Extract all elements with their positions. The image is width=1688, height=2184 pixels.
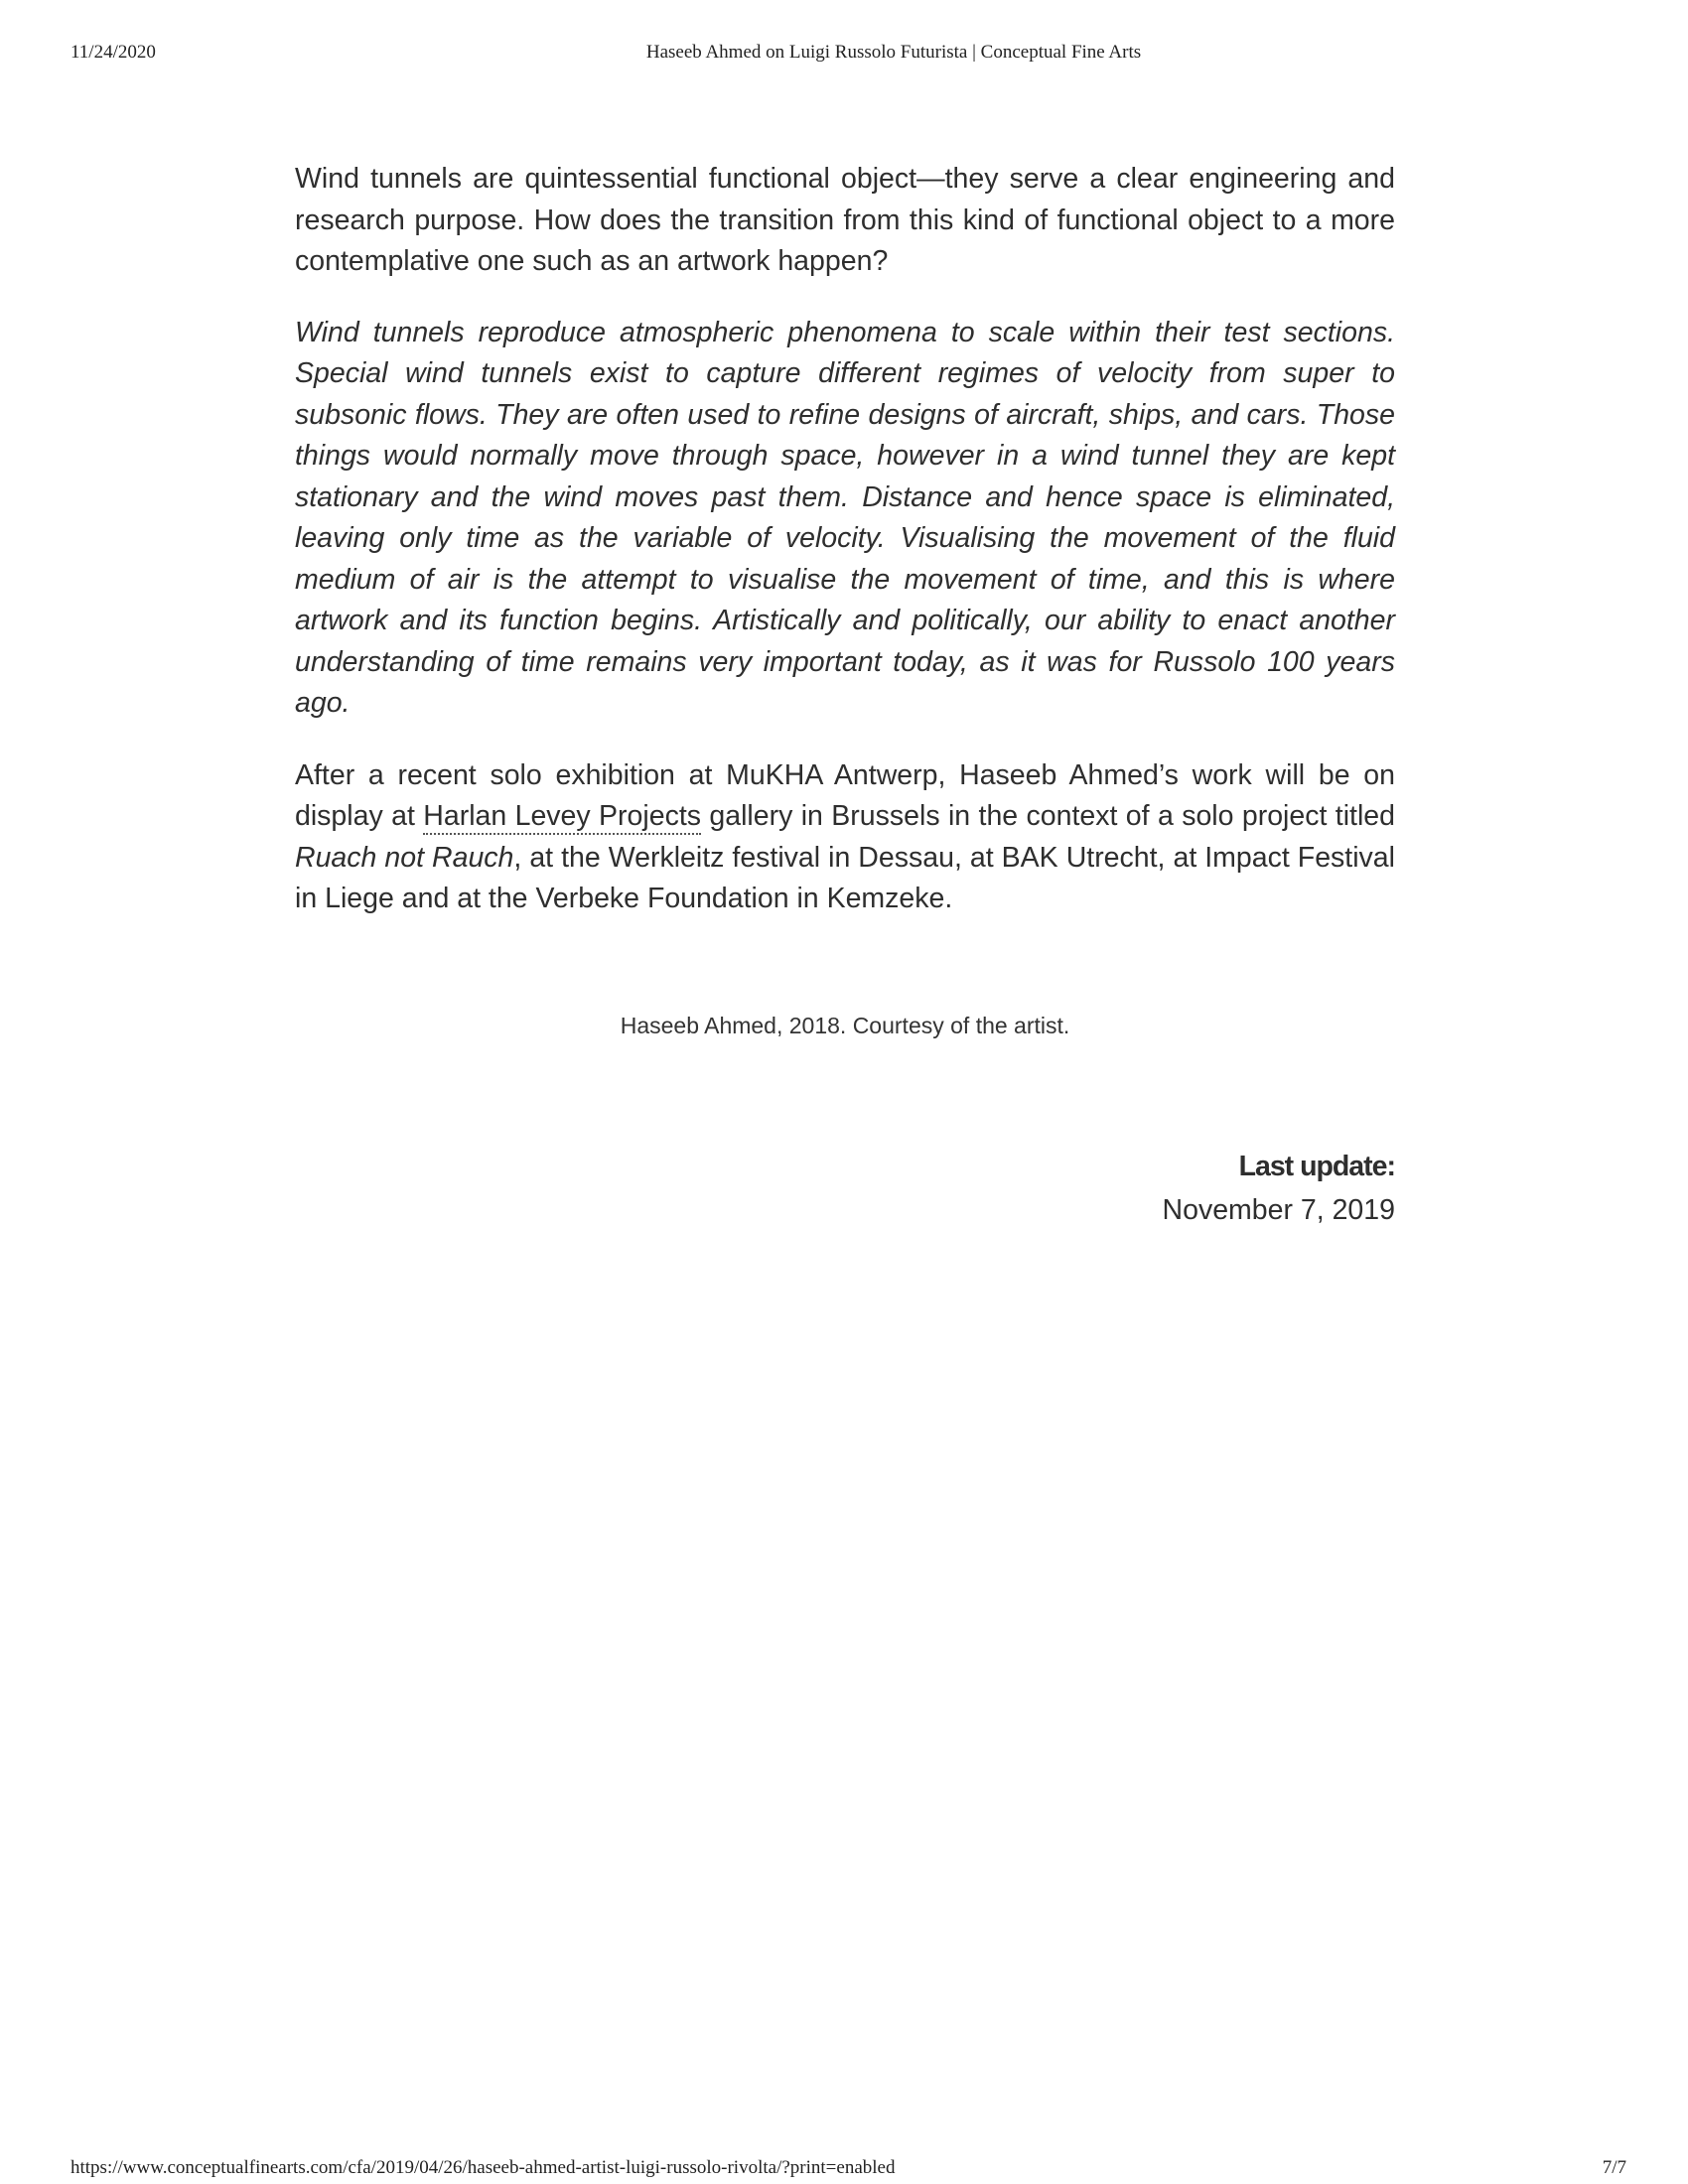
interview-question: Wind tunnels are quintessential functional object—they serve a clear engineering and research purpose. How does the transition from this kind of functional object to a more contemplative one such as an artwork happen?: [295, 163, 1395, 277]
print-footer: [0, 2157, 1688, 2183]
image-caption: Haseeb Ahmed, 2018. Courtesy of the artist.: [620, 1013, 1070, 1038]
interview-answer: Wind tunnels reproduce atmospheric phenomena to scale within their test sections. Special wind tunnels exist to capture different regimes of velocity from super to subsonic flows. They are often used to refine designs of aircraft, ships, and cars. Those things would normally move through space, however in a wind tunnel they are kept stationary and the wind moves past them. Distance and hence space is eliminated, leaving only time as the variable of velocity. Visualising the movement of the fluid medium of air is the attempt to visualise the movement of time, and this is where artwork and its function begins. Artistically and politically, our ability to enact another understanding of time remains very important today, as it was for Russolo 100 years ago.: [295, 316, 1395, 719]
last-update: [1163, 1145, 1395, 1232]
print-date: 11/24/2020: [70, 42, 156, 63]
print-header: [0, 42, 1688, 68]
artist-bio: [295, 755, 1395, 920]
print-page-title: Haseeb Ahmed on Luigi Russolo Futurista | Conceptual Fine Arts: [645, 42, 1142, 63]
print-url: https://www.conceptualfinearts.com/cfa/2019/04/26/haseeb-ahmed-artist-luigi-russolo-rivolta/?print=enabled: [70, 2157, 896, 2178]
article-body: [295, 159, 1395, 920]
harlan-levey-projects-link[interactable]: Harlan Levey Projects: [423, 800, 701, 835]
page-number: 7/7: [1602, 2157, 1626, 2178]
last-update-date: November 7, 2019: [1162, 1194, 1395, 1226]
bio-text-1: After a recent solo exhibition at MuKHA Antwerp, Haseeb Ahmed’s work will be on display at: [295, 758, 1395, 832]
project-title: Ruach not Rauch: [295, 841, 514, 874]
bio-text-2: gallery in Brussels in the context of a solo project titled: [701, 800, 1395, 832]
last-update-label: Last update:: [1238, 1151, 1395, 1182]
bio-text-3: , at the Werkleitz festival in Dessau, at BAK Utrecht, at Impact Festival in Liege and at the Verbeke Foundation in Kemzeke.: [295, 841, 1395, 914]
